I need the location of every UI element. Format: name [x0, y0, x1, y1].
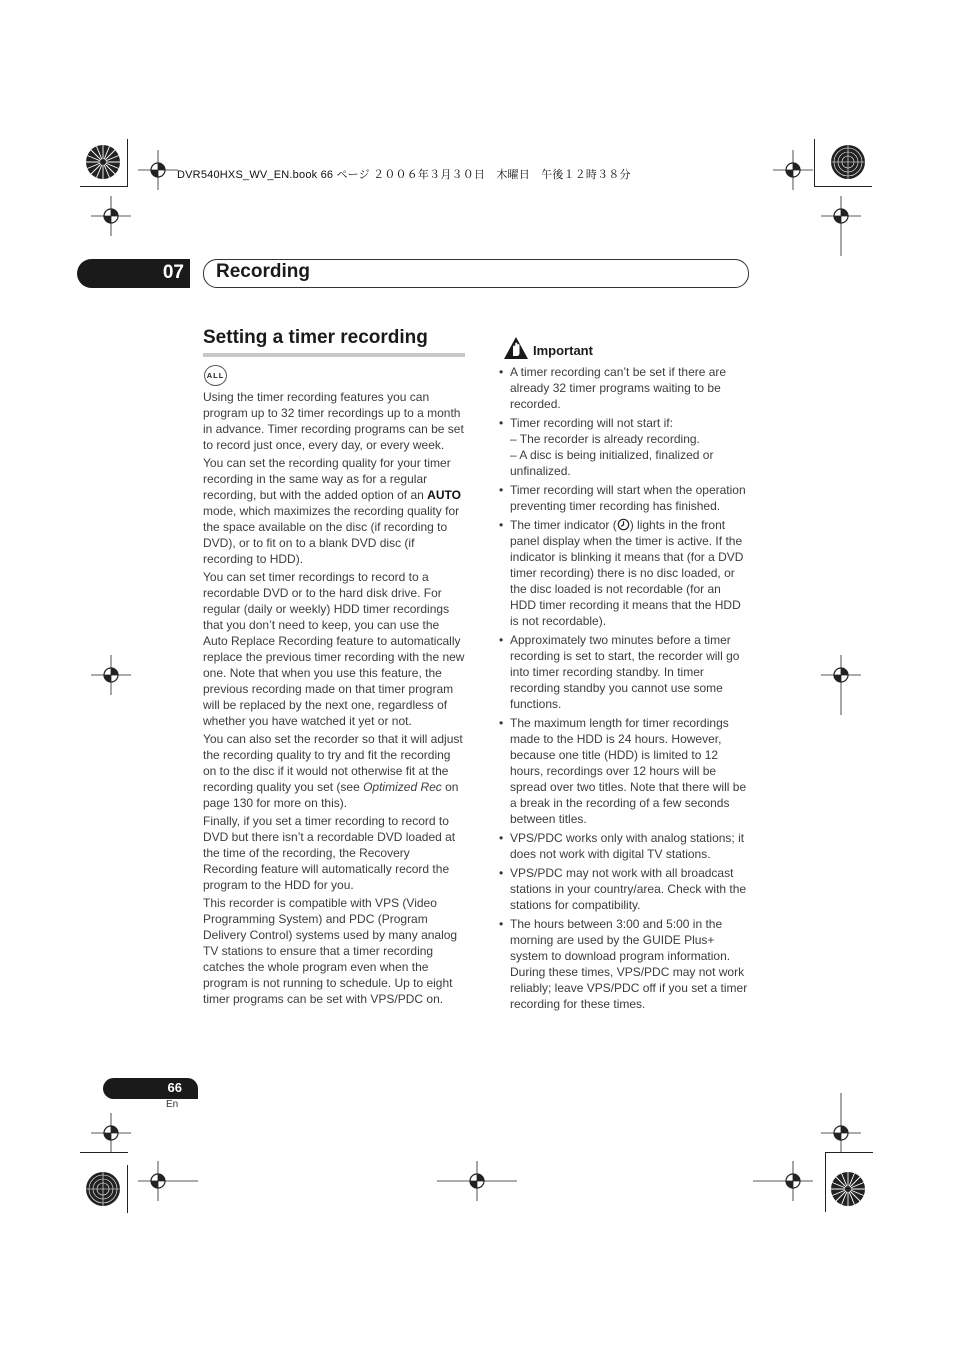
crop-line [825, 1152, 826, 1212]
list-item: • VPS/PDC may not work with all broadcast stations in your country/area. Check with the stations for compatibility. [499, 865, 749, 913]
chapter-title: Recording [216, 261, 310, 282]
paragraph: You can set timer recordings to record to a recordable DVD or to the hard disk drive. For regular (daily or weekly) HDD timer recordings that you don’t need to keep, you can use the Auto Replace Recording feature to automatically replace the previous timer recording with the new one. Note that when you use this feature, the previous recording made on that timer program will be replaced by the next one, regardless of whether you have watched it yet or not. [203, 570, 465, 728]
auto-mode-label: AUTO [427, 488, 461, 502]
registration-crosshair-icon [91, 196, 131, 236]
list-item-text: • Timer recording will not start if: [510, 416, 673, 430]
list-item: • The hours between 3:00 and 5:00 in the morning are used by the GUIDE Plus+ system to download program information. During these times, VPS/PDC may not work reliably; leave VPS/PDC off if you set a timer recording for these times. [499, 916, 749, 1012]
registration-crosshair-icon [773, 150, 813, 190]
warning-hand-icon [503, 336, 529, 360]
page-language: En [166, 1099, 179, 1110]
crop-line [814, 139, 815, 187]
registration-crosshair-icon [91, 655, 131, 695]
section-title: Setting a timer recording [203, 327, 465, 357]
registration-crosshair-icon [821, 196, 861, 256]
list-subitem: – A disc is being initialized, finalized or unfinalized. [510, 448, 714, 478]
important-box [499, 336, 749, 1015]
registration-crosshair-icon [138, 150, 178, 190]
paragraph-text: You can set the recording quality for your timer recording in the same way as for a regular recording, but with the added option of an [203, 456, 451, 502]
registration-crosshair-icon [821, 1093, 861, 1153]
crop-line [814, 186, 872, 187]
list-item: • Timer recording will start when the operation preventing timer recording has finished. [499, 482, 749, 514]
registration-crosshair-icon [437, 1161, 517, 1201]
list-item-text: ) lights in the front panel display when the timer is active. If the indicator is blinking it means that (for a DVD timer recording) there is no disc loaded, or the disc loaded is not recordable (for an HDD timer recording it means that the HDD is not recordable). [510, 518, 744, 628]
registration-crosshair-icon [821, 655, 861, 715]
registration-crosshair-icon [138, 1161, 198, 1201]
paragraph [203, 731, 465, 811]
list-item: • VPS/PDC works only with analog stations; it does not work with digital TV stations. [499, 830, 749, 862]
important-heading-row [499, 336, 749, 364]
registration-crosshair-icon [91, 1113, 131, 1153]
list-item: • A timer recording can’t be set if there are already 32 timer programs waiting to be recorded. [499, 364, 749, 412]
page-number: 66 [167, 1080, 182, 1095]
chapter-title-bar [203, 259, 749, 288]
list-item: • The maximum length for timer recordings made to the HDD is 24 hours. However, because one title (HDD) is limited to 12 hours, recordings over 12 hours will be spread over two titles. Note that there will be a break in the recording of a few seconds between titles. [499, 715, 749, 827]
paragraph: Using the timer recording features you can program up to 32 timer recordings up to a month in advance. Timer recording programs can be set to record just once, every day, or every week. [203, 390, 464, 452]
paragraph-text: You can also set the recorder so that it will adjust the recording quality to try and fit the recording on to the disc if it would not otherwise fit at the recording quality you set (see [203, 732, 463, 794]
page-number-tab [103, 1078, 198, 1099]
list-item [499, 517, 749, 629]
all-discs-badge: ALL [204, 365, 227, 386]
list-subitem: – The recorder is already recording. [510, 432, 700, 446]
left-column [203, 389, 465, 1009]
cross-reference: Optimized Rec [363, 780, 442, 794]
registration-crosshair-icon [753, 1161, 813, 1201]
starburst-registration-icon [829, 143, 867, 181]
crop-line [127, 1165, 128, 1213]
crop-line [80, 186, 128, 187]
file-info-header: DVR540HXS_WV_EN.book 66 ページ ２００６年３月３０日 木曜日 午後１２時３８分 [177, 169, 631, 181]
list-item: • Approximately two minutes before a timer recording is set to start, the recorder will go into timer recording standby. In timer recording standby you cannot use some functions. [499, 632, 749, 712]
paragraph: Finally, if you set a timer recording to record to DVD but there isn’t a recordable DVD loaded at the time of the recording, the Recovery Recording feature will automatically record the program to the HDD for you. [203, 814, 456, 892]
crop-line [127, 139, 128, 187]
paragraph-text: mode, which maximizes the recording quality for the space available on the disc (if recording to DVD), or to fit on to a blank DVD disc (if recording to HDD). [203, 504, 460, 566]
starburst-registration-icon [829, 1170, 867, 1208]
list-item [499, 415, 749, 479]
timer-clock-icon [617, 518, 630, 531]
list-item-text: The timer indicator ( [510, 518, 617, 532]
starburst-registration-icon [84, 1170, 122, 1208]
chapter-number-tab [77, 259, 190, 288]
paragraph-text: on page 130 for more on this). [203, 780, 459, 810]
important-heading: Important [533, 343, 593, 358]
paragraph: This recorder is compatible with VPS (Video Programming System) and PDC (Program Delivery Control) systems used by many analog TV stations to ensure that a timer recording catches the whole program even when the program is not running to schedule. Up to eight timer programs can be set with VPS/PDC on. [203, 896, 458, 1006]
starburst-registration-icon [84, 143, 122, 181]
important-list [499, 364, 749, 1012]
chapter-number: 07 [162, 262, 184, 283]
paragraph [203, 455, 465, 567]
